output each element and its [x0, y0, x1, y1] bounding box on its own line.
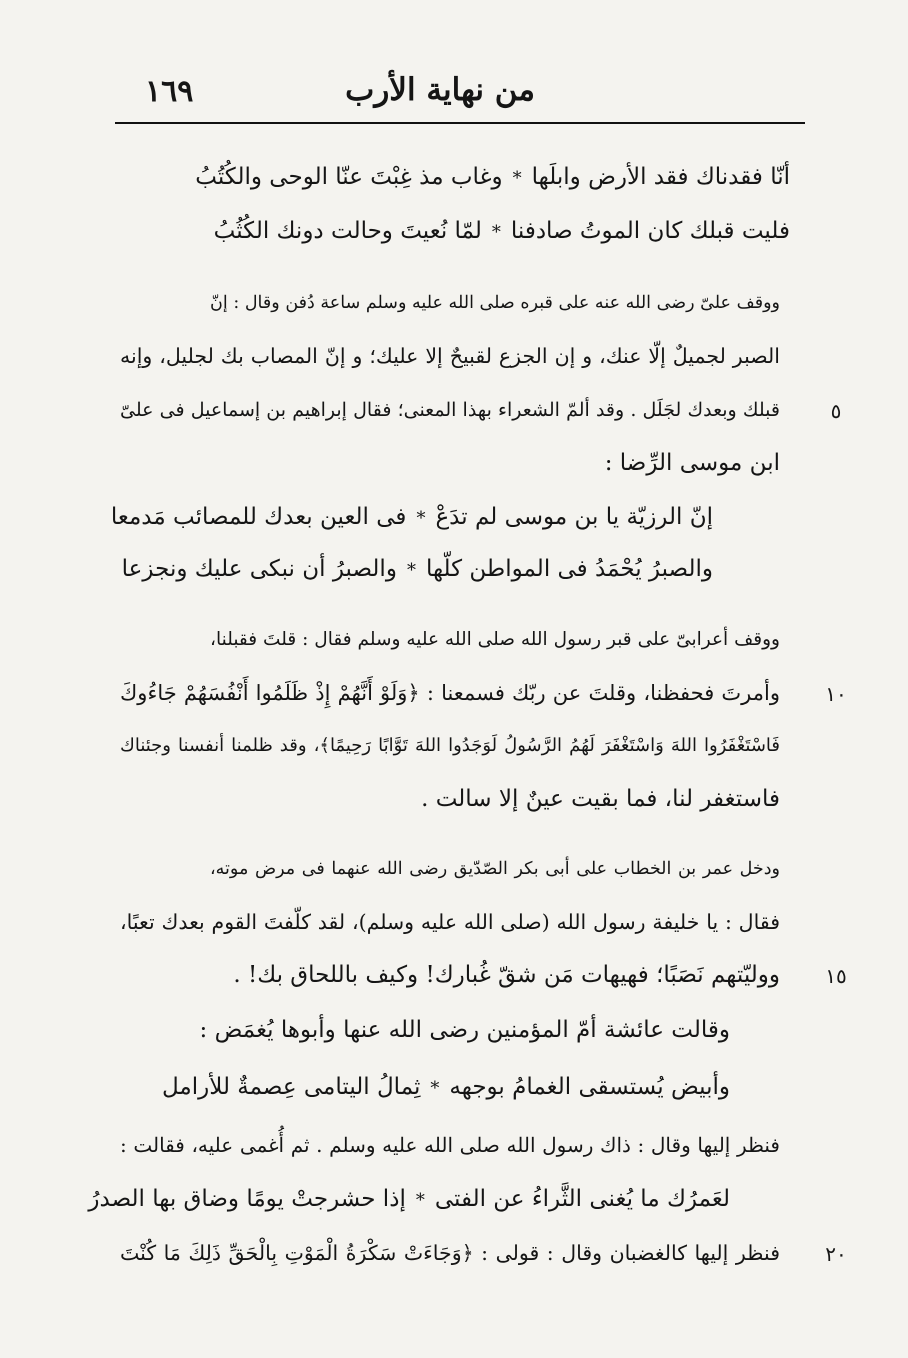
- hemistich: ثِمالُ اليتامى عِصمةٌ للأرامل: [162, 1074, 421, 1100]
- text-line: ووقف أعرابىّ على قبر رسول الله صلى الله عليه وسلم فقال : قلتَ فقبلنا،: [210, 629, 780, 650]
- hemistich: أنّا فقدناك فقد الأرض وابلَها: [531, 164, 790, 190]
- text-line: ودخل عمر بن الخطاب على أبى بكر الصّدّيق رضى الله عنهما فى مرض موته،: [210, 859, 780, 879]
- hemistich: فليت قبلك كان الموتُ صادفنا: [510, 218, 790, 244]
- text-line: وأمرتَ فحفظنا، وقلتَ عن ربّك فسمعنا : ﴿وَلَوْ أَنَّهُمْ إِذْ ظَلَمُوا أَنْفُسَهُمْ جَاءُوكَ: [120, 681, 780, 705]
- page-number: ١٦٩: [145, 74, 194, 109]
- hemistich: وأبيض يُستسقى الغمامُ بوجهه: [449, 1074, 730, 1100]
- separator-star: *: [430, 1078, 440, 1099]
- text-line: قبلك وبعدك لجَلَل . وقد ألمّ الشعراء بهذا المعنى؛ فقال إبراهيم بن إسماعيل فى علىّ: [120, 399, 780, 421]
- hemistich: وغاب مذ غِبْتَ عنّا الوحى والكُتُبُ: [195, 164, 503, 190]
- hemistich: والصبرُ يُحْمَدُ فى المواطن كلّها: [425, 556, 713, 582]
- separator-star: *: [491, 222, 501, 243]
- text-line: ووقف علىّ رضى الله عنه على قبره صلى الله عليه وسلم ساعة دُفن وقال : إنّ: [210, 293, 780, 313]
- text-line: فنظر إليها كالغضبان وقال : قولى : ﴿وَجَاءَتْ سَكْرَةُ الْمَوْتِ بِالْحَقِّ ذَلِكَ مَا كُنْتَ: [120, 1241, 780, 1265]
- hemistich: إذا حشرجتْ يومًا وضاق بها الصدرُ: [88, 1186, 406, 1212]
- verse-line: [122, 552, 713, 588]
- text-line: فاستغفر لنا، فما بقيت عينٌ إلا سالت .: [421, 786, 780, 812]
- text-line: وقالت عائشة أمّ المؤمنين رضى الله عنها وأبوها يُغمَض :: [199, 1017, 730, 1043]
- text-line: الصبر لجميلٌ إلّا عنك، و إن الجزع لقبيحٌ إلا عليك؛ و إنّ المصاب بك لجليل، وإنه: [120, 344, 780, 368]
- verse-line: [162, 1070, 730, 1106]
- verse-line: [88, 1182, 730, 1218]
- text-line: فَاسْتَغْفَرُوا اللهَ وَاسْتَغْفَرَ لَهُمُ الرَّسُولُ لَوَجَدُوا اللهَ تَوَّابًا رَحِيمًا﴾، وقد ظلمنا أنفسنا وجئناك: [120, 735, 780, 756]
- page-header: [115, 52, 805, 122]
- separator-star: *: [415, 1190, 425, 1211]
- hemistich: لعَمرُك ما يُغنى الثَّراءُ عن الفتى: [434, 1186, 730, 1212]
- line-number: ١٠: [825, 682, 847, 706]
- text-line: ابن موسى الرِّضا :: [604, 450, 780, 476]
- text-line: فقال : يا خليفة رسول الله (صلى الله عليه وسلم)، لقد كلّفتَ القوم بعدك تعبًا،: [120, 910, 780, 934]
- hemistich: فى العين بعدك للمصائب مَدمعا: [110, 504, 407, 530]
- verse-line: [111, 500, 713, 536]
- verse-line: [195, 160, 790, 196]
- text-line: فنظر إليها وقال : ذاك رسول الله صلى الله عليه وسلم . ثم أُغمى عليه، فقالت :: [120, 1133, 780, 1157]
- hemistich: إنّ الرزيّة يا بن موسى لم تدَعْ: [435, 504, 713, 530]
- line-number: ٢٠: [825, 1242, 847, 1266]
- hemistich: لمّا نُعيتَ وحالت دونك الكُثُبُ: [213, 218, 482, 244]
- verse-line: [214, 214, 790, 250]
- separator-star: *: [512, 168, 522, 189]
- running-title: من نهاية الأرب: [345, 72, 535, 108]
- separator-star: *: [406, 560, 416, 581]
- line-number: ١٥: [825, 964, 847, 988]
- header-rule: [115, 122, 805, 124]
- hemistich: والصبرُ أن نبكى عليك ونجزعا: [121, 556, 397, 582]
- line-number: ٥: [830, 399, 842, 423]
- text-line: ووليّتهم نَصَبًا؛ فهيهات مَن شقّ غُبارك! وكيف باللحاق بك! .: [233, 962, 780, 988]
- separator-star: *: [416, 508, 426, 529]
